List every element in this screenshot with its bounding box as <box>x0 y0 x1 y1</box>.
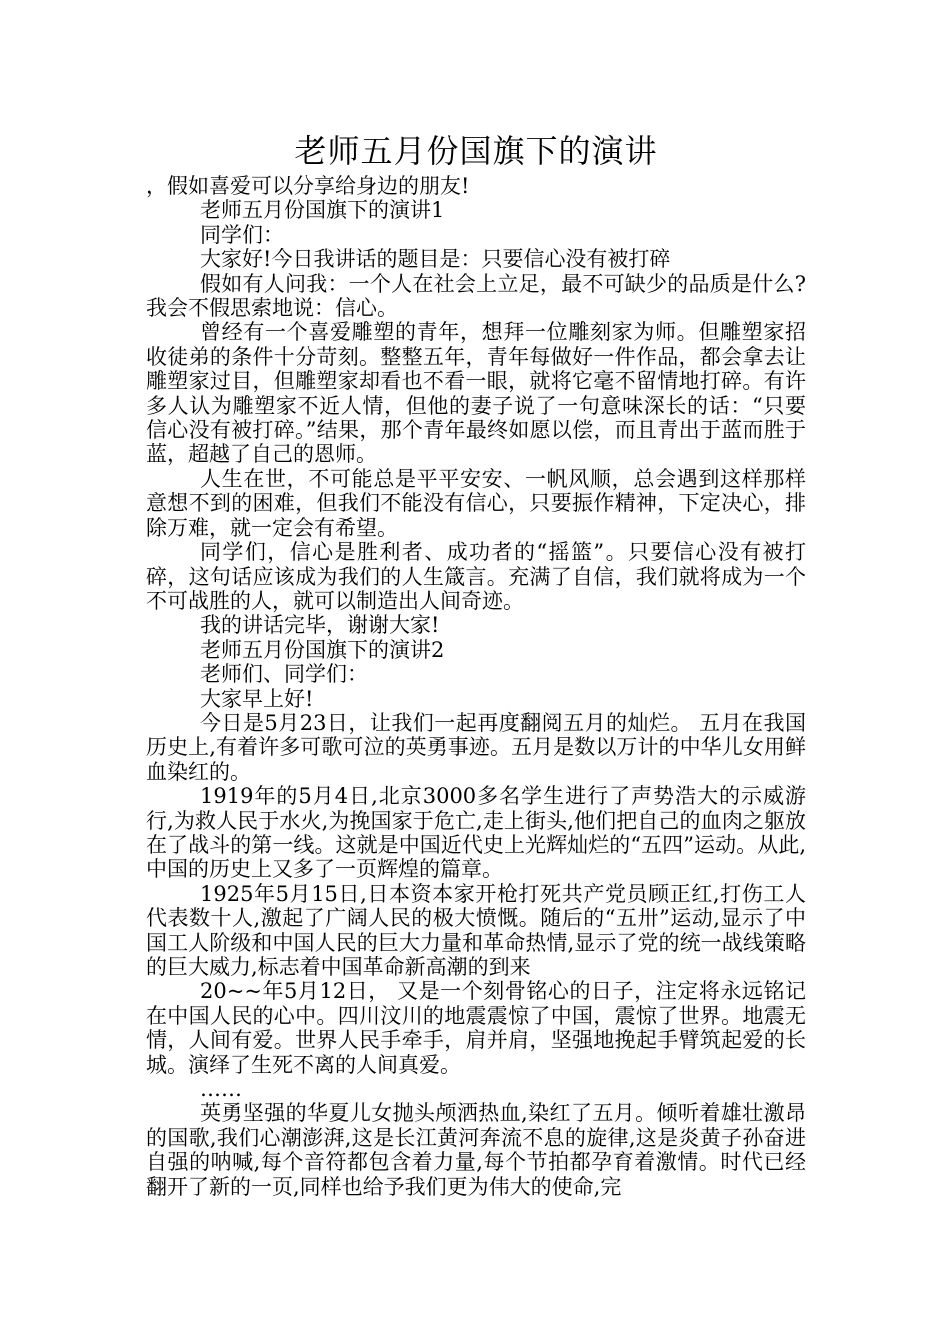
document-page <box>146 128 806 1199</box>
paragraph: 老师们、同学们： <box>200 662 368 687</box>
paragraph: …… <box>200 1077 242 1102</box>
paragraph: 老师五月份国旗下的演讲1 <box>200 198 445 223</box>
paragraph: 人生在世，不可能总是平平安安、一帆风顺，总会遇到这样那样意想不到的困难，但我们不能没有信心，只要振作精神，下定决心，排除万难，就一定会有希望。 <box>146 466 806 540</box>
paragraph: 1919年的5月4日,北京3000多名学生进行了声势浩大的示威游行,为救人民于水火,为挽国家于危亡,走上街头,他们把自己的血肉之躯放在了战斗的第一线。这就是中国近代史上光辉灿烂的“五四”运动。从此,中国的历史上又多了一页辉煌的篇章。 <box>146 784 806 882</box>
paragraph: 老师五月份国旗下的演讲2 <box>200 637 445 662</box>
paragraph: 英勇坚强的华夏儿女抛头颅洒热血,染红了五月。倾听着雄壮激昂的国歌,我们心潮澎湃,这是长江黄河奔流不息的旋律,这是炎黄子孙奋进自强的呐喊,每个音符都包含着力量,每个节拍都孕育着激情。时代已经翻开了新的一页,同样也给予我们更为伟大的使命,完 <box>146 1101 806 1199</box>
paragraph: 20~~年5月12日， 又是一个刻骨铭心的日子，注定将永远铭记在中国人民的心中。四川汶川的地震震惊了中国，震惊了世界。地震无情，人间有爱。世界人民手牵手，肩并肩，坚强地挽起手臂筑起爱的长城。演绎了生死不离的人间真爱。 <box>146 979 806 1077</box>
paragraph: 曾经有一个喜爱雕塑的青年，想拜一位雕刻家为师。但雕塑家招收徒弟的条件十分苛刻。整整五年，青年每做好一件作品，都会拿去让雕塑家过目，但雕塑家却看也不看一眼，就将它毫不留情地打碎。有许多人认为雕塑家不近人情，但他的妻子说了一句意味深长的话：“只要信心没有被打碎。”结果，那个青年最终如愿以偿，而且青出于蓝而胜于蓝，超越了自己的恩师。 <box>146 320 806 467</box>
document-title: 老师五月份国旗下的演讲 <box>294 132 658 170</box>
paragraph: 1925年5月15日,日本资本家开枪打死共产党员顾正红,打伤工人代表数十人,激起了广阔人民的极大愤慨。随后的“五卅”运动,显示了中国工人阶级和中国人民的巨大力量和革命热情,显示了党的统一战线策略的巨大威力,标志着中国革命新高潮的到来 <box>146 881 806 979</box>
paragraph: 大家早上好! <box>200 686 314 711</box>
paragraph: 同学们，信心是胜利者、成功者的“摇篮”。只要信心没有被打碎，这句话应该成为我们的人生箴言。充满了自信，我们就将成为一个不可战胜的人，就可以制造出人间奇迹。 <box>146 540 806 613</box>
paragraph: 假如有人问我：一个人在社会上立足，最不可缺少的品质是什么?我会不假思索地说：信心。 <box>146 271 806 321</box>
paragraph: 大家好!今日我讲话的题目是：只要信心没有被打碎 <box>200 247 671 272</box>
paragraph: ，假如喜爱可以分享给身边的朋友! <box>146 174 470 198</box>
document-body <box>146 174 806 1199</box>
paragraph: 我的讲话完毕，谢谢大家! <box>200 613 440 638</box>
paragraph: 今日是5月23日，让我们一起再度翻阅五月的灿烂。 五月在我国历史上,有着许多可歌可泣的英勇事迹。五月是数以万计的中华儿女用鲜血染红的。 <box>146 710 806 784</box>
paragraph: 同学们： <box>200 222 284 247</box>
